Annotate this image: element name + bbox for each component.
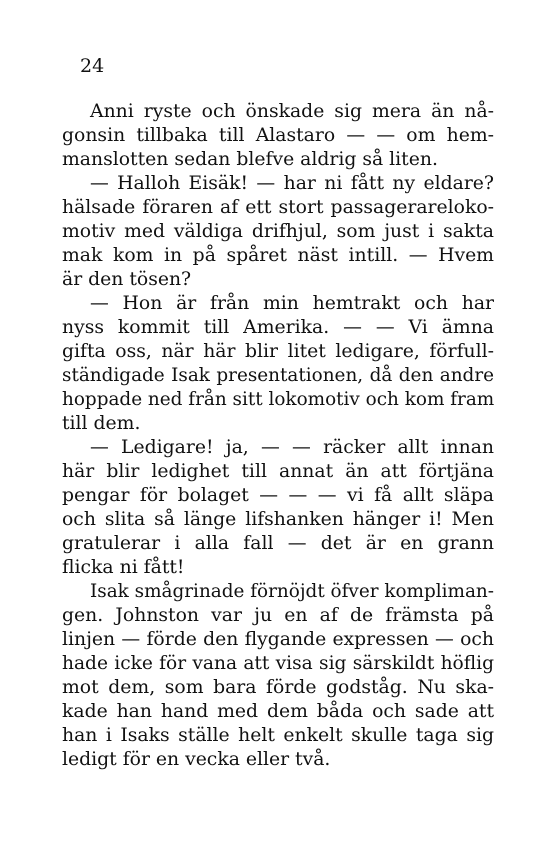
page-number: 24 xyxy=(80,55,105,77)
text-line: — Hon är från min hemtrakt och har xyxy=(90,293,494,314)
text-line: Isak smågrinade förnöjdt öfver kompliman- xyxy=(90,581,494,602)
text-line: hälsade föraren af ett stort passagerareloko- xyxy=(62,197,494,218)
text-line: ledigt för en vecka eller två. xyxy=(62,749,331,770)
text-line: flicka ni fått! xyxy=(62,557,185,578)
text-line: mak kom in på spåret näst intill. — Hvem xyxy=(62,245,494,266)
text-line: här blir ledighet till annat än att förtjäna xyxy=(62,461,494,482)
text-line: gen. Johnston var ju en af de främsta på xyxy=(62,605,494,626)
text-line: nyss kommit till Amerika. — — Vi ämna xyxy=(62,317,494,338)
text-line: motiv med väldiga drifhjul, som just i sakta xyxy=(62,221,494,242)
text-line: hoppade ned från sitt lokomotiv och kom fram xyxy=(62,389,495,410)
text-line: gratulerar i alla fall — det är en grann xyxy=(62,533,494,554)
text-line: manslotten sedan blefve aldrig så liten. xyxy=(62,149,438,170)
text-line: till dem. xyxy=(62,413,141,434)
text-line: mot dem, som bara förde godståg. Nu ska- xyxy=(62,677,494,698)
text-line: — Ledigare! ja, — — räcker allt innan xyxy=(90,437,494,458)
text-line: han i Isaks ställe helt enkelt skulle taga sig xyxy=(62,725,494,746)
text-line: ständigade Isak presentationen, då den andre xyxy=(62,365,494,386)
text-line: linjen — förde den flygande expressen — och xyxy=(62,629,494,650)
text-line: pengar för bolaget — — — vi få allt släpa xyxy=(62,485,494,506)
text-line: hade icke för vana att visa sig särskildt höflig xyxy=(62,653,494,674)
text-line: och slita så länge lifshanken hänger i! Men xyxy=(62,509,494,530)
body-text xyxy=(62,100,494,772)
text-line: är den tösen? xyxy=(62,269,192,290)
text-line: — Halloh Eisäk! — har ni fått ny eldare? xyxy=(90,173,494,194)
text-line: kade han hand med dem båda och sade att xyxy=(62,701,494,722)
text-line: gifta oss, när här blir litet ledigare, förfull- xyxy=(62,341,494,362)
text-line: gonsin tillbaka till Alastaro — — om hem- xyxy=(62,125,494,146)
text-line: Anni ryste och önskade sig mera än nå- xyxy=(90,101,494,122)
